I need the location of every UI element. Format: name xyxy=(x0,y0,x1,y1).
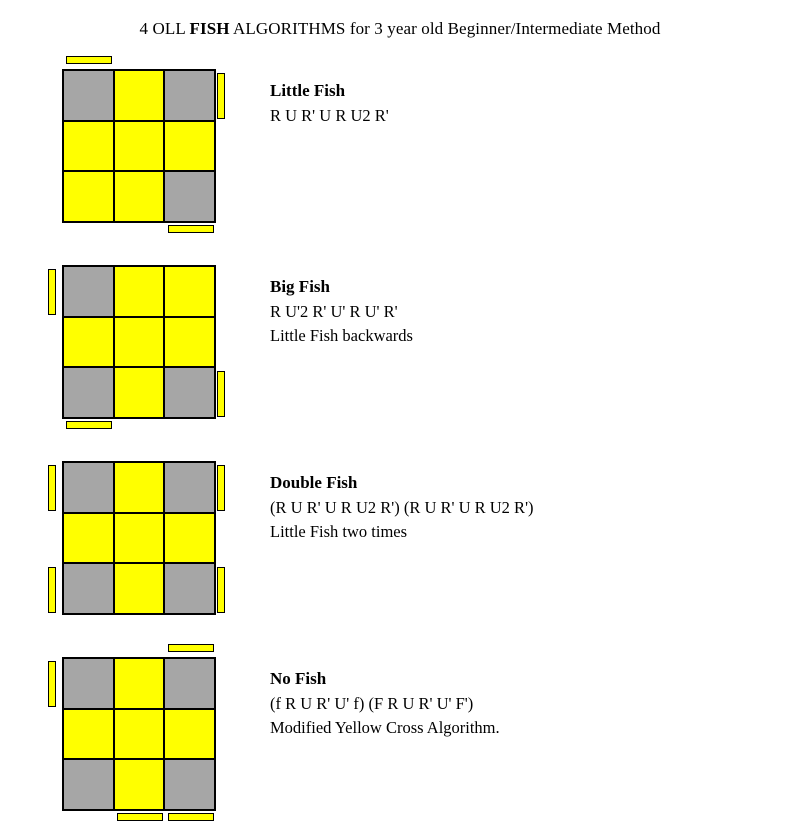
case-algorithm: (f R U R' U' f) (F R U R' U' F') xyxy=(270,694,474,713)
case-algorithm: R U'2 R' U' R U' R' xyxy=(270,302,398,321)
sticker-r2-c1 xyxy=(115,760,164,809)
case-name: Double Fish xyxy=(270,473,358,492)
edge-flap-right-2 xyxy=(217,371,225,417)
edge-flap-left-2 xyxy=(48,567,56,613)
case-row xyxy=(0,51,800,247)
case-row xyxy=(0,639,800,835)
sticker-r2-c1 xyxy=(115,172,164,221)
case-name: Big Fish xyxy=(270,277,330,296)
cube-top-face xyxy=(62,657,216,811)
case-name: Little Fish xyxy=(270,81,346,100)
sticker-r2-c1 xyxy=(115,564,164,613)
edge-flap-bottom-0 xyxy=(66,421,112,429)
case-algorithm: R U R' U R U2 R' xyxy=(270,106,389,125)
sticker-r1-c0 xyxy=(64,318,113,367)
edge-flap-bottom-2 xyxy=(168,225,214,233)
sticker-r2-c1 xyxy=(115,368,164,417)
sticker-r1-c1 xyxy=(115,514,164,563)
case-row xyxy=(0,443,800,639)
edge-flap-left-0 xyxy=(48,269,56,315)
sticker-r2-c2 xyxy=(165,172,214,221)
edge-flap-top-2 xyxy=(168,644,214,652)
edge-flap-left-0 xyxy=(48,465,56,511)
sticker-r0-c1 xyxy=(115,463,164,512)
case-note: Little Fish backwards xyxy=(270,325,413,345)
cube-face-diagram xyxy=(40,443,240,633)
edge-flap-left-0 xyxy=(48,661,56,707)
case-row xyxy=(0,247,800,443)
sticker-r2-c0 xyxy=(64,564,113,613)
sticker-r1-c1 xyxy=(115,710,164,759)
case-list xyxy=(0,51,800,835)
cube-face-diagram xyxy=(40,639,240,829)
sticker-r0-c2 xyxy=(165,71,214,120)
case-note: Modified Yellow Cross Algorithm. xyxy=(270,717,500,737)
sticker-r1-c1 xyxy=(115,122,164,171)
sticker-r0-c0 xyxy=(64,71,113,120)
sticker-r2-c2 xyxy=(165,368,214,417)
sticker-r1-c0 xyxy=(64,122,113,171)
sticker-r1-c2 xyxy=(165,122,214,171)
sticker-r1-c0 xyxy=(64,514,113,563)
sticker-r0-c0 xyxy=(64,463,113,512)
case-algorithm: (R U R' U R U2 R') (R U R' U R U2 R') xyxy=(270,498,534,517)
case-text xyxy=(270,473,770,544)
sticker-r1-c2 xyxy=(165,514,214,563)
sticker-r0-c0 xyxy=(64,267,113,316)
sticker-r1-c2 xyxy=(165,318,214,367)
case-name: No Fish xyxy=(270,669,327,688)
edge-flap-bottom-2 xyxy=(168,813,214,821)
sticker-r0-c1 xyxy=(115,71,164,120)
sticker-r0-c1 xyxy=(115,659,164,708)
sticker-r0-c2 xyxy=(165,463,214,512)
sticker-r1-c1 xyxy=(115,318,164,367)
sticker-r2-c0 xyxy=(64,172,113,221)
page-title-bold: FISH xyxy=(189,19,230,38)
edge-flap-top-0 xyxy=(66,56,112,64)
case-text xyxy=(270,277,770,348)
cube-top-face xyxy=(62,69,216,223)
sticker-r0-c2 xyxy=(165,267,214,316)
page-title xyxy=(0,0,800,39)
page-title-part2: ALGORITHMS for 3 year old Beginner/Intermediate Method xyxy=(229,19,661,38)
sticker-r2-c0 xyxy=(64,368,113,417)
cube-face-diagram xyxy=(40,51,240,241)
sticker-r0-c2 xyxy=(165,659,214,708)
sticker-r2-c2 xyxy=(165,564,214,613)
case-text xyxy=(270,669,770,740)
edge-flap-bottom-1 xyxy=(117,813,163,821)
sticker-r1-c2 xyxy=(165,710,214,759)
edge-flap-right-0 xyxy=(217,73,225,119)
sticker-r2-c2 xyxy=(165,760,214,809)
sticker-r0-c0 xyxy=(64,659,113,708)
edge-flap-right-2 xyxy=(217,567,225,613)
sticker-r2-c0 xyxy=(64,760,113,809)
cube-top-face xyxy=(62,265,216,419)
edge-flap-right-0 xyxy=(217,465,225,511)
case-note: Little Fish two times xyxy=(270,521,408,541)
cube-top-face xyxy=(62,461,216,615)
sticker-r1-c0 xyxy=(64,710,113,759)
cube-face-diagram xyxy=(40,247,240,437)
page-title-part1: 4 OLL xyxy=(139,19,190,38)
case-text xyxy=(270,81,770,128)
sticker-r0-c1 xyxy=(115,267,164,316)
